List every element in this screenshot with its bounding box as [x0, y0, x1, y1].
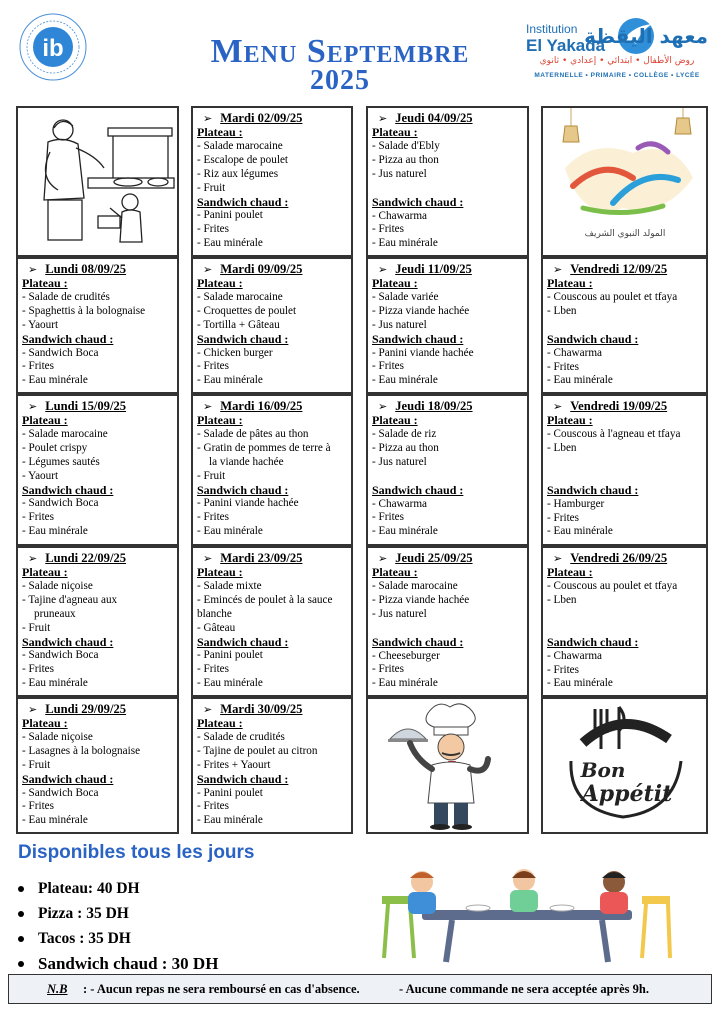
menu-item: - Eau minérale [22, 677, 88, 690]
sandwich-label: Sandwich chaud : [197, 771, 289, 786]
menu-item: - Pizza viande hachée [372, 304, 470, 317]
menu-day-cell [191, 697, 353, 834]
sandwich-label: Sandwich chaud : [197, 482, 289, 497]
sandwich-label: Sandwich chaud : [372, 194, 464, 209]
daily-price-item: Plateau: 40 DH [18, 876, 218, 901]
menu-item: - Salade de riz [372, 427, 437, 440]
footnote-bar [8, 974, 712, 1004]
plateau-label: Plateau : [372, 565, 418, 579]
menu-day-cell [191, 257, 353, 394]
menu-item: - Eau minérale [197, 374, 263, 387]
menu-item: - Tortilla + Gâteau [197, 318, 280, 331]
menu-item: - Fruit [22, 621, 51, 634]
day-title: ➢ Lundi 08/09/25 [28, 262, 173, 277]
day-title: ➢ Jeudi 18/09/25 [378, 399, 523, 414]
plateau-label: Plateau : [547, 413, 593, 427]
menu-item: la viande hachée [209, 455, 284, 468]
menu-item: - Lben [547, 593, 577, 606]
daily-price-item: Sandwich chaud : 30 DH [18, 951, 218, 976]
plateau-label: Plateau : [22, 276, 68, 290]
menu-item: - Yaourt [22, 469, 59, 482]
menu-item: - Frites [22, 360, 55, 373]
menu-item: - Tajine d'agneau aux [22, 593, 118, 606]
day-title: ➢ Mardi 02/09/25 [203, 111, 347, 126]
menu-item: - Eau minérale [372, 237, 438, 250]
svg-text:ib: ib [42, 35, 64, 62]
page-title-year: 2025 [310, 65, 370, 96]
menu-item: - Pizza viande hachée [372, 593, 470, 606]
menu-item: - Eau minérale [372, 374, 438, 387]
menu-item: - Eau minérale [22, 374, 88, 387]
menu-item: - Jus naturel [372, 607, 427, 620]
bon-appetit-illustration [543, 699, 706, 832]
menu-item: - Spaghettis à la bolognaise [22, 304, 146, 317]
menu-day-cell [366, 546, 529, 697]
menu-item: - Eau minérale [22, 814, 88, 827]
kids-eating-illustration [382, 866, 672, 966]
menu-item: - Salade de crudités [22, 290, 110, 303]
daily-title: Disponibles tous les jours [18, 842, 255, 863]
menu-item: - Fruit [22, 758, 51, 771]
menu-day-cell [16, 546, 179, 697]
menu-item: - Poulet crispy [22, 441, 88, 454]
menu-item: - Tajine de poulet au citron [197, 744, 318, 757]
menu-item: - Eau minérale [547, 525, 613, 538]
footnote-text-refund: : - Aucun repas ne sera remboursé en cas d'absence. [83, 982, 360, 996]
menu-item: - Yaourt [22, 318, 59, 331]
sandwich-label: Sandwich chaud : [22, 634, 114, 649]
menu-item: - Chawarma [547, 346, 602, 359]
menu-item: - Frites [547, 511, 580, 524]
plateau-label: Plateau : [22, 716, 68, 730]
day-title: ➢ Mardi 16/09/25 [203, 399, 347, 414]
menu-item: - Frites [22, 511, 55, 524]
menu-day-cell [366, 106, 529, 257]
menu-item: - Eau minérale [372, 525, 438, 538]
menu-item: - Salade variée [372, 290, 439, 303]
daily-price-item: Pizza : 35 DH [18, 901, 218, 926]
menu-day-cell [366, 257, 529, 394]
menu-item: - Pizza au thon [372, 153, 439, 166]
sandwich-label: Sandwich chaud : [22, 331, 114, 346]
menu-item: - Salade d'Ebly [372, 139, 440, 152]
mawlid-text: المولد النبوي الشريف [584, 229, 666, 239]
menu-item: - Croquettes de poulet [197, 304, 297, 317]
school-logo [526, 12, 712, 86]
menu-item: - Frites [22, 663, 55, 676]
day-title: ➢ Jeudi 25/09/25 [378, 551, 523, 566]
sandwich-label: Sandwich chaud : [372, 634, 464, 649]
menu-day-cell [541, 394, 708, 546]
menu-item: - Chawarma [372, 209, 427, 222]
school-levels: MATERNELLE • PRIMAIRE • COLLÈGE • LYCÉE [534, 72, 700, 79]
day-title: ➢ Mardi 30/09/25 [203, 702, 347, 717]
chef-image-cell [366, 697, 529, 834]
menu-item: - Fruit [197, 469, 226, 482]
menu-item: - Panini poulet [197, 786, 263, 799]
menu-item: - Emincés de poulet à la sauce [197, 593, 333, 606]
school-label: Institution [526, 22, 578, 36]
school-name: El Yakada [526, 36, 606, 55]
menu-item: - Jus naturel [372, 455, 427, 468]
sandwich-label: Sandwich chaud : [547, 482, 639, 497]
menu-item: - Frites [22, 800, 55, 813]
menu-item: - Frites [197, 800, 230, 813]
menu-item: - Salade marocaine [22, 427, 108, 440]
menu-item: - Salade de pâtes au thon [197, 427, 309, 440]
menu-item: - Frites [372, 223, 405, 236]
menu-day-cell [16, 257, 179, 394]
menu-item: blanche [197, 607, 232, 620]
school-name-arabic: معهد اليقظة [584, 24, 708, 48]
menu-item: - Frites + Yaourt [197, 758, 271, 771]
chef-illustration [368, 699, 527, 832]
menu-item: - Jus naturel [372, 167, 427, 180]
menu-item: - Eau minérale [197, 237, 263, 250]
bon-text: Bon [580, 758, 626, 782]
menu-item: - Sandwich Boca [22, 346, 99, 359]
menu-item: - Frites [372, 360, 405, 373]
sandwich-label: Sandwich chaud : [22, 482, 114, 497]
menu-item: - Fruit [197, 181, 226, 194]
menu-item: - Panini poulet [197, 209, 263, 222]
menu-item: - Gratin de pommes de terre à [197, 441, 331, 454]
plateau-label: Plateau : [22, 413, 68, 427]
menu-item: - Salade marocaine [372, 579, 458, 592]
plateau-label: Plateau : [197, 565, 243, 579]
sandwich-label: Sandwich chaud : [547, 331, 639, 346]
menu-item: - Panini poulet [197, 649, 263, 662]
menu-item: - Légumes sautés [22, 455, 100, 468]
menu-item: - Eau minérale [197, 677, 263, 690]
day-title: ➢ Mardi 23/09/25 [203, 551, 347, 566]
menu-item: - Chawarma [372, 497, 427, 510]
sandwich-label: Sandwich chaud : [22, 771, 114, 786]
plateau-label: Plateau : [372, 276, 418, 290]
plateau-label: Plateau : [372, 413, 418, 427]
plateau-label: Plateau : [372, 125, 418, 139]
plateau-label: Plateau : [547, 276, 593, 290]
sandwich-label: Sandwich chaud : [197, 194, 289, 209]
menu-item: - Lben [547, 304, 577, 317]
menu-item: - Panini viande hachée [197, 497, 299, 510]
menu-item: - Pizza au thon [372, 441, 439, 454]
menu-item: pruneaux [34, 607, 76, 620]
chef-serving-image-cell [16, 106, 179, 257]
menu-item: - Frites [547, 663, 580, 676]
menu-item: - Salade marocaine [197, 139, 283, 152]
plateau-label: Plateau : [547, 565, 593, 579]
chef-serving-illustration [18, 108, 177, 255]
menu-item: - Couscous au poulet et tfaya [547, 290, 678, 303]
menu-day-cell [191, 394, 353, 546]
menu-item: - Sandwich Boca [22, 497, 99, 510]
menu-item: - Eau minérale [197, 814, 263, 827]
sandwich-label: Sandwich chaud : [372, 482, 464, 497]
day-title: ➢ Jeudi 11/09/25 [378, 262, 523, 277]
plateau-label: Plateau : [197, 716, 243, 730]
sandwich-label: Sandwich chaud : [547, 634, 639, 649]
menu-day-cell [191, 106, 353, 257]
menu-day-cell [16, 394, 179, 546]
menu-item: - Frites [197, 511, 230, 524]
plateau-label: Plateau : [197, 413, 243, 427]
menu-item: - Chicken burger [197, 346, 273, 359]
sandwich-label: Sandwich chaud : [372, 331, 464, 346]
menu-item: - Salade mixte [197, 579, 262, 592]
day-title: ➢ Vendredi 19/09/25 [553, 399, 702, 414]
footnote-label: N.B [47, 982, 68, 996]
menu-item: - Gâteau [197, 621, 236, 634]
menu-item: - Frites [372, 511, 405, 524]
footnote-text-order: - Aucune commande ne sera acceptée après 9h. [399, 982, 649, 996]
ib-logo [18, 12, 88, 82]
menu-item: - Salade marocaine [197, 290, 283, 303]
menu-item: - Cheeseburger [372, 649, 440, 662]
mawlid-illustration [543, 108, 706, 255]
bon-appetit-image-cell [541, 697, 708, 834]
daily-price-list [18, 876, 218, 976]
menu-item: - Frites [372, 663, 405, 676]
menu-item: - Eau minérale [547, 374, 613, 387]
menu-day-cell [191, 546, 353, 697]
menu-item: - Lasagnes à la bolognaise [22, 744, 141, 757]
menu-item: - Escalope de poulet [197, 153, 289, 166]
menu-item: - Sandwich Boca [22, 786, 99, 799]
menu-item: - Hamburger [547, 497, 605, 510]
school-levels-arabic: روض الأطفال • ابتدائي • إعدادي • ثانوي [539, 56, 695, 66]
sandwich-label: Sandwich chaud : [197, 634, 289, 649]
menu-item: - Panini viande hachée [372, 346, 474, 359]
plateau-label: Plateau : [197, 276, 243, 290]
daily-price-item: Tacos : 35 DH [18, 926, 218, 951]
menu-item: - Eau minérale [197, 525, 263, 538]
menu-item: - Eau minérale [22, 525, 88, 538]
menu-day-cell [16, 697, 179, 834]
menu-item: - Eau minérale [372, 677, 438, 690]
menu-item: - Couscous à l'agneau et tfaya [547, 427, 681, 440]
menu-item: - Frites [547, 360, 580, 373]
menu-item: - Couscous au poulet et tfaya [547, 579, 678, 592]
menu-item: - Lben [547, 441, 577, 454]
page-title: Menu Septembre [210, 33, 470, 70]
plateau-label: Plateau : [22, 565, 68, 579]
day-title: ➢ Lundi 22/09/25 [28, 551, 173, 566]
day-title: ➢ Vendredi 26/09/25 [553, 551, 702, 566]
menu-item: - Frites [197, 360, 230, 373]
day-title: ➢ Mardi 09/09/25 [203, 262, 347, 277]
day-title: ➢ Lundi 29/09/25 [28, 702, 173, 717]
day-title: ➢ Lundi 15/09/25 [28, 399, 173, 414]
menu-item: - Frites [197, 223, 230, 236]
menu-day-cell [541, 546, 708, 697]
menu-item: - Frites [197, 663, 230, 676]
menu-item: - Salade de crudités [197, 730, 285, 743]
menu-item: - Chawarma [547, 649, 602, 662]
appetit-text: Appétit [581, 781, 673, 807]
day-title: ➢ Vendredi 12/09/25 [553, 262, 702, 277]
menu-item: - Jus naturel [372, 318, 427, 331]
menu-day-cell [366, 394, 529, 546]
menu-item: - Sandwich Boca [22, 649, 99, 662]
menu-item: - Riz aux légumes [197, 167, 279, 180]
menu-item: - Salade niçoise [22, 730, 93, 743]
mawlid-image-cell [541, 106, 708, 257]
menu-item: - Salade niçoise [22, 579, 93, 592]
sandwich-label: Sandwich chaud : [197, 331, 289, 346]
menu-day-cell [541, 257, 708, 394]
day-title: ➢ Jeudi 04/09/25 [378, 111, 523, 126]
plateau-label: Plateau : [197, 125, 243, 139]
menu-item: - Eau minérale [547, 677, 613, 690]
